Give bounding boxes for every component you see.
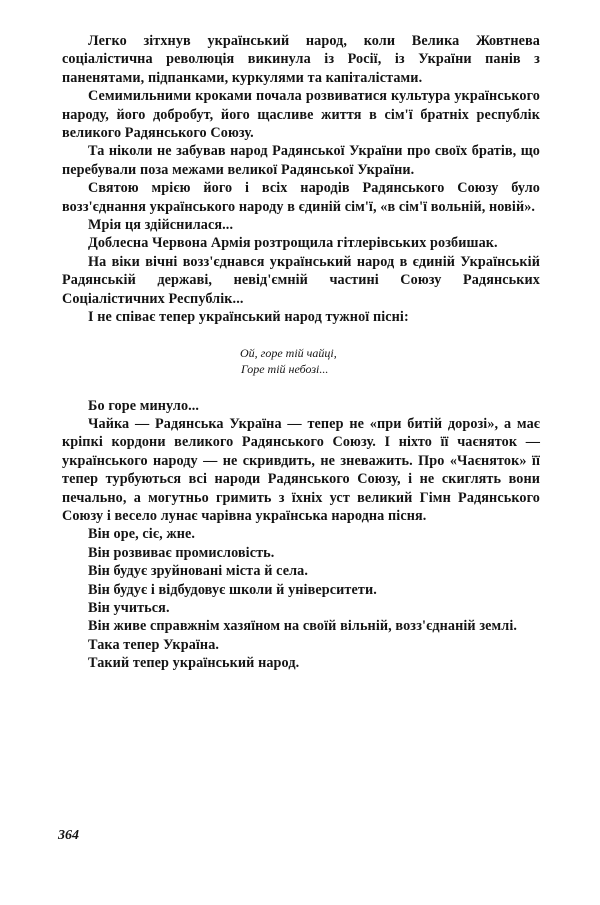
poem-line: Ой, горе тій чайці, xyxy=(240,345,337,360)
paragraph: Він будує і відбудовує школи й університети. xyxy=(88,581,377,598)
paragraph: Він учиться. xyxy=(88,599,170,616)
paragraph: Така тепер Україна. xyxy=(88,636,220,653)
poem-quote xyxy=(240,345,540,377)
poem-line: Горе тій небозі... xyxy=(241,361,329,376)
paragraph: Святою мрією його і всіх народів Радянського Союзу було возз'єднання українського народу в єдиній сім'ї, «в сім'ї вольній, новій». xyxy=(62,180,540,215)
paragraph: Такий тепер український народ. xyxy=(88,655,300,672)
paragraph: Він будує зруйновані міста й села. xyxy=(88,563,309,580)
paragraph: Він живе справжнім хазяїном на своїй вільній, возз'єднаній землі. xyxy=(88,618,518,635)
paragraph: Чайка — Радянська Україна — тепер не «при битій дорозі», а має кріпкі кордони великого Радянського Союзу. І ніхто її чаєняток — українського народу — не скривдить, не зневажить. Про «Чаєняток» її тепер турбуються всі народи Радянського Союзу, і не скиглять вони печально, а могутньо гримить з їхніх уст великий Гімн Радянського Союзу і весело лунає чарівна українська народна пісня. xyxy=(62,415,540,524)
paragraph: Він оре, сіє, жне. xyxy=(88,526,196,543)
paragraph: Бо горе минуло... xyxy=(88,397,200,414)
paragraph: Та ніколи не забував народ Радянської України про своїх братів, що перебували поза межами великої Радянської України. xyxy=(62,143,540,178)
paragraph: На віки вічні возз'єднався український народ в єдиній Українській Радянській державі, невід'ємній частині Союзу Радянських Соціалістичних Республік... xyxy=(62,253,540,307)
paragraph: І не співає тепер український народ тужної пісні: xyxy=(88,309,409,326)
paragraph: Він розвиває промисловість. xyxy=(88,544,275,561)
paragraph: Мрія ця здійснилася... xyxy=(88,217,234,234)
paragraph: Доблесна Червона Армія розтрощила гітлерівських розбишак. xyxy=(88,235,498,252)
page-body xyxy=(62,32,540,673)
paragraph: Семимильними кроками почала розвиватися культура українського народу, його добробут, його щасливе життя в сім'ї братніх республік великого Радянського Союзу. xyxy=(62,88,540,142)
paragraph: Легко зітхнув український народ, коли Велика Жовтнева соціалістична революція викинула із Росії, із України панів з паненятами, підпанками, куркулями та капіталістами. xyxy=(62,33,540,86)
page-number: 364 xyxy=(58,828,79,843)
